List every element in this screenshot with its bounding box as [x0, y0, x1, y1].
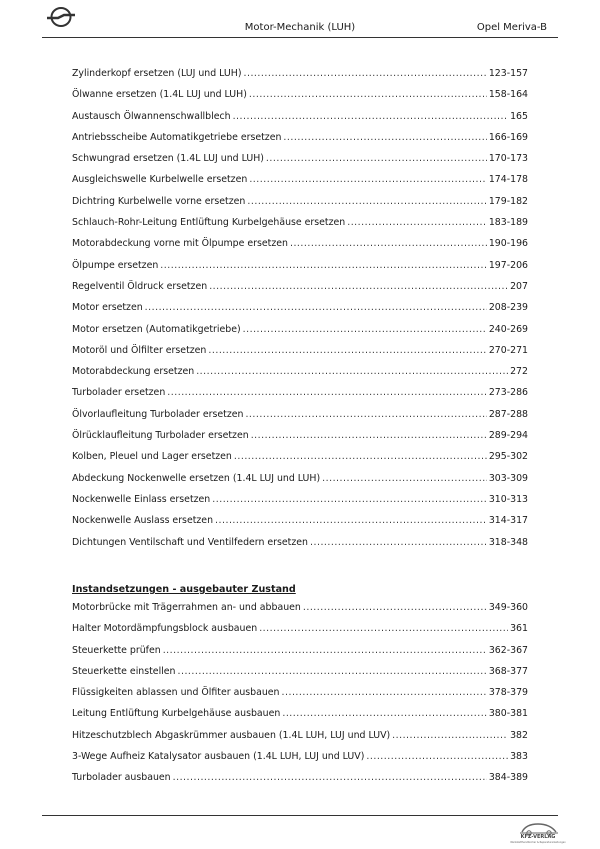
toc-entry-pages: 158-164 [488, 89, 528, 101]
toc-entry[interactable] [72, 666, 528, 687]
toc-entry-title: Ölpumpe ersetzen [72, 259, 159, 271]
toc-entry-title: Nockenwelle Auslass ersetzen [72, 515, 214, 527]
toc-entry[interactable] [72, 645, 528, 666]
toc-entry[interactable] [72, 602, 528, 623]
toc-entry-title: Austausch Ölwannenschwallblech [72, 110, 231, 122]
header-vehicle: Opel Meriva-B [476, 22, 547, 33]
toc-entry-leader [249, 174, 487, 185]
toc-entry[interactable] [72, 68, 528, 89]
toc-entry-pages: 383 [510, 751, 528, 763]
toc-entry-pages: 272 [510, 366, 528, 378]
toc-entry-pages: 384-389 [488, 772, 528, 784]
toc-entry-leader [234, 451, 487, 462]
toc-entry-leader [243, 68, 486, 79]
toc-entry-title: Schlauch-Rohr-Leitung Entlüftung Kurbelgehäuse ersetzen [72, 217, 346, 229]
toc-entry-leader [212, 494, 487, 505]
toc-entry[interactable] [72, 324, 528, 345]
toc-entry-title: Schwungrad ersetzen (1.4L LUJ und LUH) [72, 153, 264, 165]
toc-entry-pages: 289-294 [488, 430, 528, 442]
toc-entry[interactable] [72, 238, 528, 259]
toc-entry-title: Antriebsscheibe Automatikgetriebe ersetzen [72, 131, 282, 143]
toc-entry[interactable] [72, 366, 528, 387]
toc-entry-title: Ölvorlaufleitung Turbolader ersetzen [72, 408, 244, 420]
toc-entry-pages: 303-309 [488, 472, 528, 484]
toc-entry-leader [282, 708, 486, 719]
toc-entry[interactable] [72, 430, 528, 451]
toc-entry-title: Flüssigkeiten ablassen und Ölfiter ausbauen [72, 687, 280, 699]
toc-entry[interactable] [72, 153, 528, 174]
toc-entry[interactable] [72, 217, 528, 238]
section-title: Instandsetzungen - ausgebauter Zustand [72, 584, 296, 595]
toc-entry[interactable] [72, 196, 528, 217]
toc-entry-pages: 165 [510, 110, 528, 122]
toc-entry[interactable] [72, 345, 528, 366]
toc-entry-pages: 380-381 [488, 708, 528, 720]
toc-entry-pages: 190-196 [488, 238, 528, 250]
toc-entry-title: Motoröl und Ölfilter ersetzen [72, 344, 207, 356]
toc-entry-leader [233, 111, 509, 122]
toc-entry-title: Motorbrücke mit Trägerrahmen an- und abbauen [72, 602, 301, 613]
toc-entry-leader [167, 387, 487, 398]
toc-entry-leader [251, 430, 487, 441]
toc-list [72, 68, 528, 558]
toc-entry-leader [247, 196, 486, 207]
toc-entry-pages: 273-286 [488, 387, 528, 399]
toc-entry[interactable] [72, 494, 528, 515]
toc-entry-leader [266, 153, 487, 164]
toc-entry-title: Ölwanne ersetzen (1.4L LUJ und LUH) [72, 89, 247, 101]
toc-entry-pages: 123-157 [488, 68, 528, 79]
toc-entry-pages: 270-271 [488, 344, 528, 356]
toc-entry-title: Steuerkette einstellen [72, 665, 176, 677]
toc-entry-pages: 362-367 [488, 644, 528, 656]
toc-entry-title: Kolben, Pleuel und Lager ersetzen [72, 451, 232, 463]
footer-divider [42, 815, 558, 816]
toc-entry-pages: 197-206 [488, 259, 528, 271]
toc-entry-title: Regelventil Öldruck ersetzen [72, 280, 208, 292]
toc-entry-leader [173, 772, 487, 783]
toc-entry-title: Zylinderkopf ersetzen (LUJ und LUH) [72, 68, 242, 79]
toc-entry-pages: 382 [510, 729, 528, 741]
toc-entry-pages: 349-360 [488, 602, 528, 613]
toc-entry[interactable] [72, 302, 528, 323]
toc-entry-title: Ölrücklaufleitung Turbolader ersetzen [72, 430, 249, 442]
footer-logo-text: KFZ-VERLAG [520, 834, 556, 840]
toc-entry-title: 3-Wege Aufheiz Katalysator ausbauen (1.4L LUH, LUJ und LUV) [72, 751, 365, 763]
toc-entry-title: Dichtring Kurbelwelle vorne ersetzen [72, 195, 246, 207]
toc-entry[interactable] [72, 132, 528, 153]
toc-entry-pages: 170-173 [488, 153, 528, 165]
toc-entry-leader [282, 687, 487, 698]
toc-entry-leader [163, 645, 487, 656]
toc-entry[interactable] [72, 281, 528, 302]
toc-entry[interactable] [72, 687, 528, 708]
toc-entry-title: Leitung Entlüftung Kurbelgehäuse ausbauen [72, 708, 281, 720]
toc-entry[interactable] [72, 89, 528, 110]
toc-entry-leader [215, 515, 487, 526]
toc-entry-leader [290, 238, 487, 249]
toc-entry-pages: 314-317 [488, 515, 528, 527]
toc-entry[interactable] [72, 260, 528, 281]
toc-list-section2 [72, 602, 528, 794]
toc-entry[interactable] [72, 409, 528, 430]
toc-entry-leader [249, 89, 487, 100]
toc-entry-pages: 240-269 [488, 323, 528, 335]
toc-entry-leader [208, 345, 486, 356]
toc-entry-pages: 174-178 [488, 174, 528, 186]
toc-entry-title: Motorabdeckung vorne mit Ölpumpe ersetzen [72, 238, 288, 250]
toc-entry-leader [196, 366, 508, 377]
toc-entry-title: Nockenwelle Einlass ersetzen [72, 493, 211, 505]
toc-entry[interactable] [72, 730, 528, 751]
toc-entry-pages: 310-313 [488, 493, 528, 505]
toc-entry-pages: 318-348 [488, 536, 528, 548]
toc-entry-leader [177, 666, 486, 677]
toc-entry-title: Turbolader ausbauen [72, 772, 171, 784]
toc-entry-title: Dichtungen Ventilschaft und Ventilfedern ersetzen [72, 536, 308, 548]
toc-entry[interactable] [72, 387, 528, 408]
toc-entry[interactable] [72, 174, 528, 195]
toc-entry-leader [283, 132, 486, 143]
toc-entry-pages: 207 [510, 280, 528, 292]
toc-entry[interactable] [72, 451, 528, 472]
header-divider [42, 37, 558, 38]
toc-entry-leader [303, 602, 487, 613]
toc-entry[interactable] [72, 537, 528, 558]
header-title: Motor-Mechanik (LUH) [244, 22, 356, 33]
toc-entry[interactable] [72, 751, 528, 772]
toc-entry-title: Motor ersetzen [72, 302, 143, 314]
toc-entry-pages: 208-239 [488, 302, 528, 314]
toc-entry-pages: 368-377 [488, 665, 528, 677]
toc-entry-pages: 287-288 [488, 408, 528, 420]
toc-entry-leader [347, 217, 487, 228]
toc-entry-leader [322, 473, 487, 484]
toc-entry-leader [145, 302, 487, 313]
toc-entry-leader [209, 281, 508, 292]
toc-entry-title: Abdeckung Nockenwelle ersetzen (1.4L LUJ und LUH) [72, 472, 321, 484]
toc-entry-title: Hitzeschutzblech Abgaskrümmer ausbauen (1.4L LUH, LUJ und LUV) [72, 729, 391, 741]
toc-entry-title: Motor ersetzen (Automatikgetriebe) [72, 323, 241, 335]
toc-entry[interactable] [72, 772, 528, 793]
toc-entry[interactable] [72, 515, 528, 536]
toc-entry-leader [245, 409, 486, 420]
toc-entry-title: Ausgleichswelle Kurbelwelle ersetzen [72, 174, 248, 186]
footer-logo-subtitle: Werkstatthandbücher & Reparaturanleitungen [510, 841, 566, 844]
toc-entry-leader [366, 751, 508, 762]
toc-entry-pages: 295-302 [488, 451, 528, 463]
toc-entry-pages: 166-169 [488, 131, 528, 143]
toc-entry[interactable] [72, 623, 528, 644]
toc-entry-pages: 361 [510, 623, 528, 635]
toc-entry-pages: 378-379 [488, 687, 528, 699]
toc-entry-title: Steuerkette prüfen [72, 644, 161, 656]
toc-entry[interactable] [72, 473, 528, 494]
toc-entry-pages: 183-189 [488, 217, 528, 229]
toc-entry-leader [160, 260, 487, 271]
toc-entry-pages: 179-182 [488, 195, 528, 207]
toc-entry[interactable] [72, 111, 528, 132]
toc-entry-leader [259, 623, 508, 634]
toc-entry-leader [392, 730, 508, 741]
toc-entry-leader [243, 324, 487, 335]
toc-entry-title: Turbolader ersetzen [72, 387, 166, 399]
toc-entry[interactable] [72, 708, 528, 729]
toc-entry-leader [310, 537, 487, 548]
toc-entry-title: Halter Motordämpfungsblock ausbauen [72, 623, 258, 635]
toc-entry-title: Motorabdeckung ersetzen [72, 366, 195, 378]
